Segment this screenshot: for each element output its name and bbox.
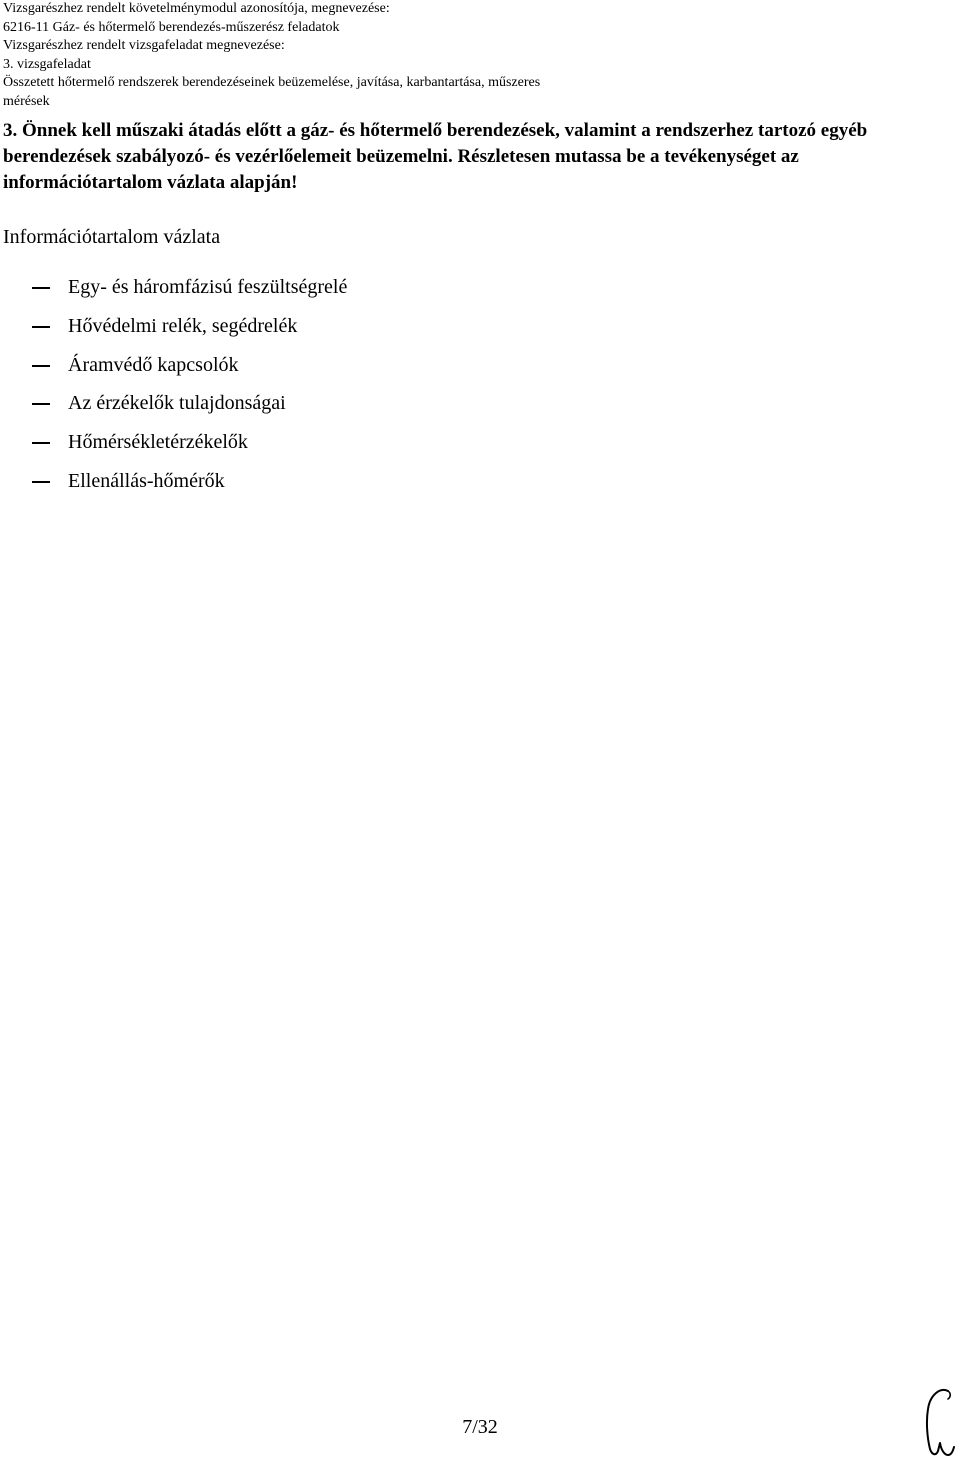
list-item-text: Áramvédő kapcsolók: [68, 353, 239, 376]
dash-bullet-icon: [32, 403, 50, 405]
dash-bullet-icon: [32, 481, 50, 483]
header-task-number: 3. vizsgafeladat: [3, 56, 91, 72]
header-task-name-continued: mérések: [3, 93, 50, 109]
list-item-text: Hőmérsékletérzékelők: [68, 431, 248, 454]
list-item-text: Ellenállás-hőmérők: [68, 469, 225, 492]
list-item: [32, 350, 347, 389]
list-item: [32, 388, 347, 427]
page-number: 7/32: [462, 1416, 498, 1438]
header-task-label: Vizsgarészhez rendelt vizsgafeladat megnevezése:: [3, 38, 285, 53]
list-item: [32, 427, 347, 466]
list-item: [32, 311, 347, 350]
list-item: [32, 466, 347, 505]
signature-icon: [918, 1385, 958, 1461]
header-module-label: Vizsgarészhez rendelt követelménymodul azonosítója, megnevezése:: [3, 1, 390, 16]
document-header: [3, 0, 953, 111]
info-outline-list: [32, 272, 347, 505]
list-item-text: Hővédelmi relék, segédrelék: [68, 314, 298, 337]
list-item: [32, 272, 347, 311]
dash-bullet-icon: [32, 442, 50, 444]
list-item-text: Az érzékelők tulajdonságai: [68, 392, 286, 415]
task-statement: 3. Önnek kell műszaki átadás előtt a gáz- és hőtermelő berendezések, valamint a rendszerhez tartozó egyéb berendezések szabályozó- és vezérlőelemeit beüzemelni. Részletesen mutassa be a tevékenységet az információtartalom vázlata alapján!: [3, 120, 868, 193]
info-outline-title: Információtartalom vázlata: [3, 226, 221, 248]
dash-bullet-icon: [32, 326, 50, 328]
dash-bullet-icon: [32, 365, 50, 367]
list-item-text: Egy- és háromfázisú feszültségrelé: [68, 276, 348, 298]
header-module-name: 6216-11 Gáz- és hőtermelő berendezés-műszerész feladatok: [3, 19, 340, 35]
dash-bullet-icon: [32, 287, 50, 289]
header-task-name: Összetett hőtermelő rendszerek berendezéseinek beüzemelése, javítása, karbantartása, műszeres: [3, 75, 541, 90]
